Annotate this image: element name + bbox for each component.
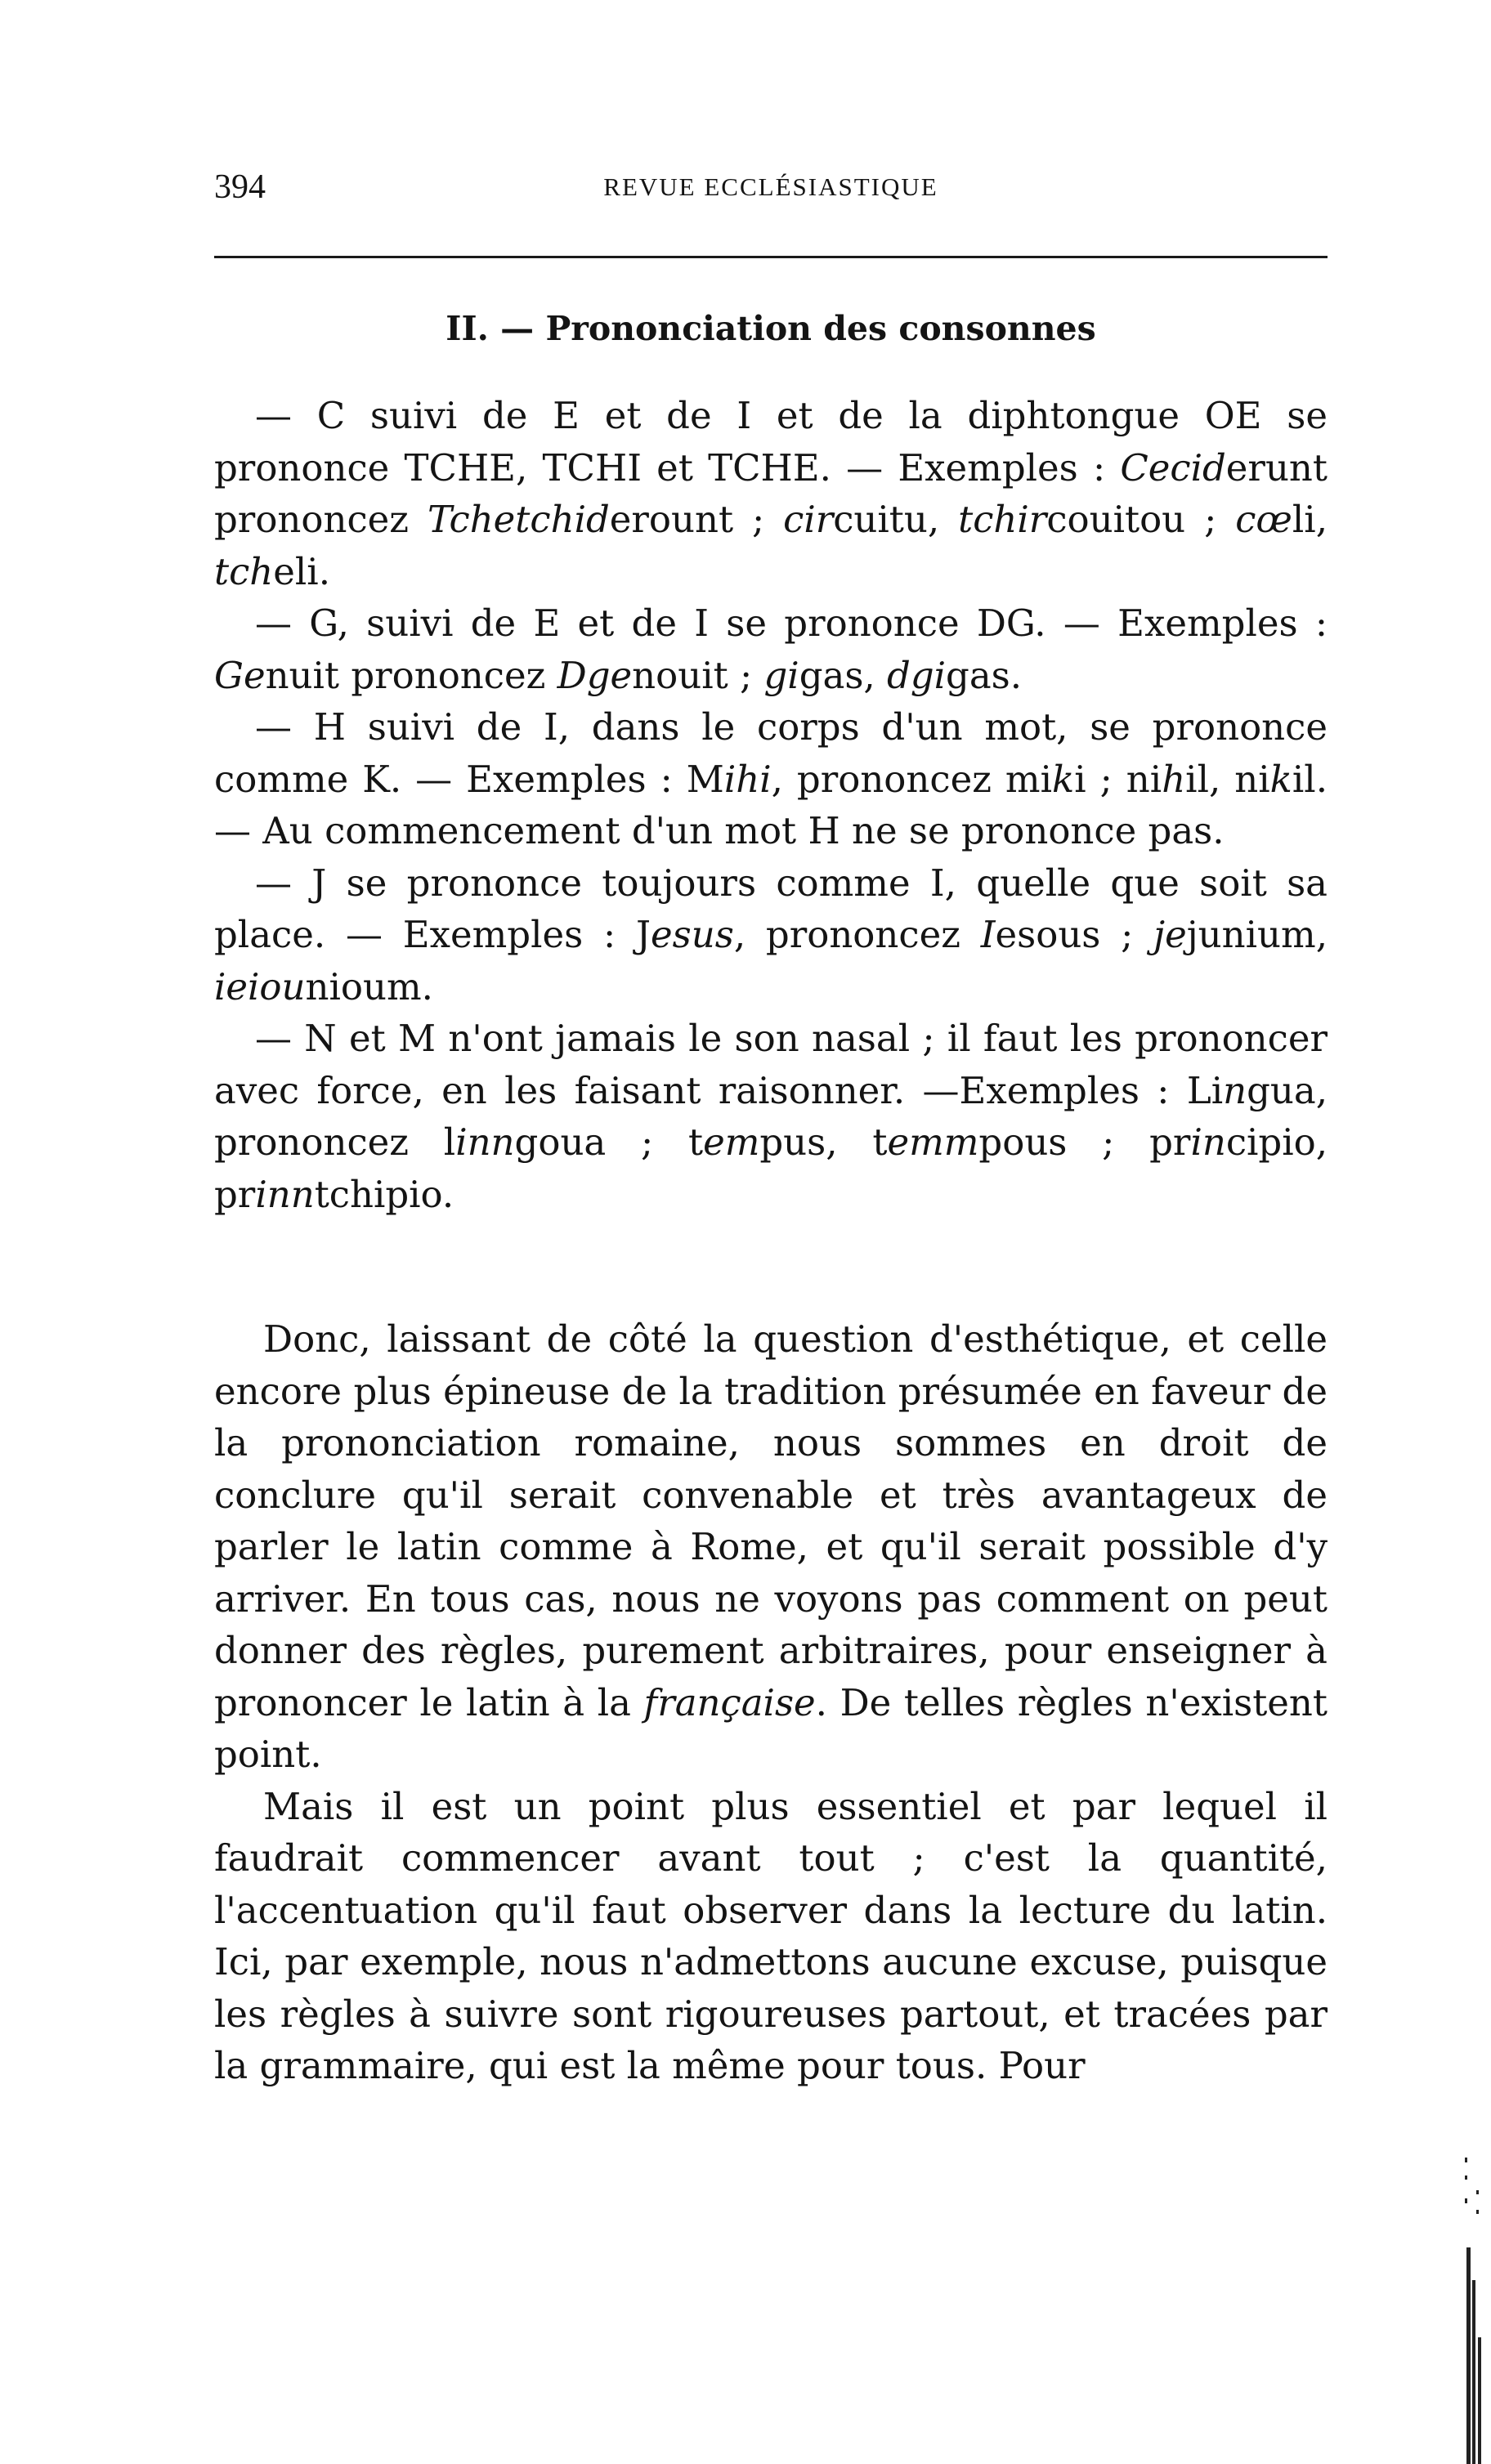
- paragraph-conclusion: Donc, laissant de côté la question d'esthétique, et celle encore plus épineuse de la tradition présumée en faveur de la prononciation romaine, nous sommes en droit de conclure qu'il serait convenable et très avantageux de parler le latin comme à Rome, et qu'il serait possible d'y arriver. En tous cas, nous ne voyons pas comment on peut donner des règles, purement arbitraires, pour enseigner à prononcer le latin à la française. De telles règles n'existent point.: [214, 1317, 1328, 1776]
- rule-c: — C suivi de E et de I et de la diphtongue OE se prononce TCHE, TCHI et TCHE. — Exemples : Ceciderunt prononcez Tchetchiderount ; circuitu, tchircouitou ; cœli, tcheli.: [214, 394, 1328, 593]
- paragraph-quantity: Mais il est un point plus essentiel et par lequel il faudrait commencer avant tout ; c'est la quantité, l'accentuation qu'il faut observer dans la lecture du latin. Ici, par exemple, nous n'admettons aucune excuse, puisque les règles à suivre sont rigoureuses partout, et tracées par la grammaire, qui est la même pour tous. Pour: [214, 1784, 1328, 2087]
- rule-h: — H suivi de I, dans le corps d'un mot, se prononce comme K. — Exemples : Mihi, prononcez miki ; nihil, nikil. — Au commencement d'un mot H ne se prononce pas.: [214, 705, 1328, 852]
- rule-g: — G, suivi de E et de I se prononce DG. — Exemples : Genuit prononcez Dgenouit ; gigas, dgigas.: [214, 601, 1328, 697]
- body-text: [214, 1313, 1328, 2092]
- scan-edge-marks: [1462, 2158, 1486, 2464]
- running-head: REVUE ECCLÉSIASTIQUE: [603, 172, 938, 201]
- page-number: 394: [214, 168, 266, 206]
- header-rule: [214, 256, 1328, 258]
- rule-n-m: — N et M n'ont jamais le son nasal ; il faut les prononcer avec force, en les faisant raisonner. —Exemples : Lingua, prononcez linngoua ; tempus, temmpous ; principio, prinntchipio.: [214, 1017, 1328, 1216]
- rule-j: — J se prononce toujours comme I, quelle que soit sa place. — Exemples : Jesus, prononcez Iesous ; jejunium, ieiounioum.: [214, 861, 1328, 1008]
- section-title: II. — Prononciation des consonnes: [446, 309, 1096, 348]
- consonant-rules: [214, 390, 1328, 1220]
- page-header: [214, 168, 1328, 217]
